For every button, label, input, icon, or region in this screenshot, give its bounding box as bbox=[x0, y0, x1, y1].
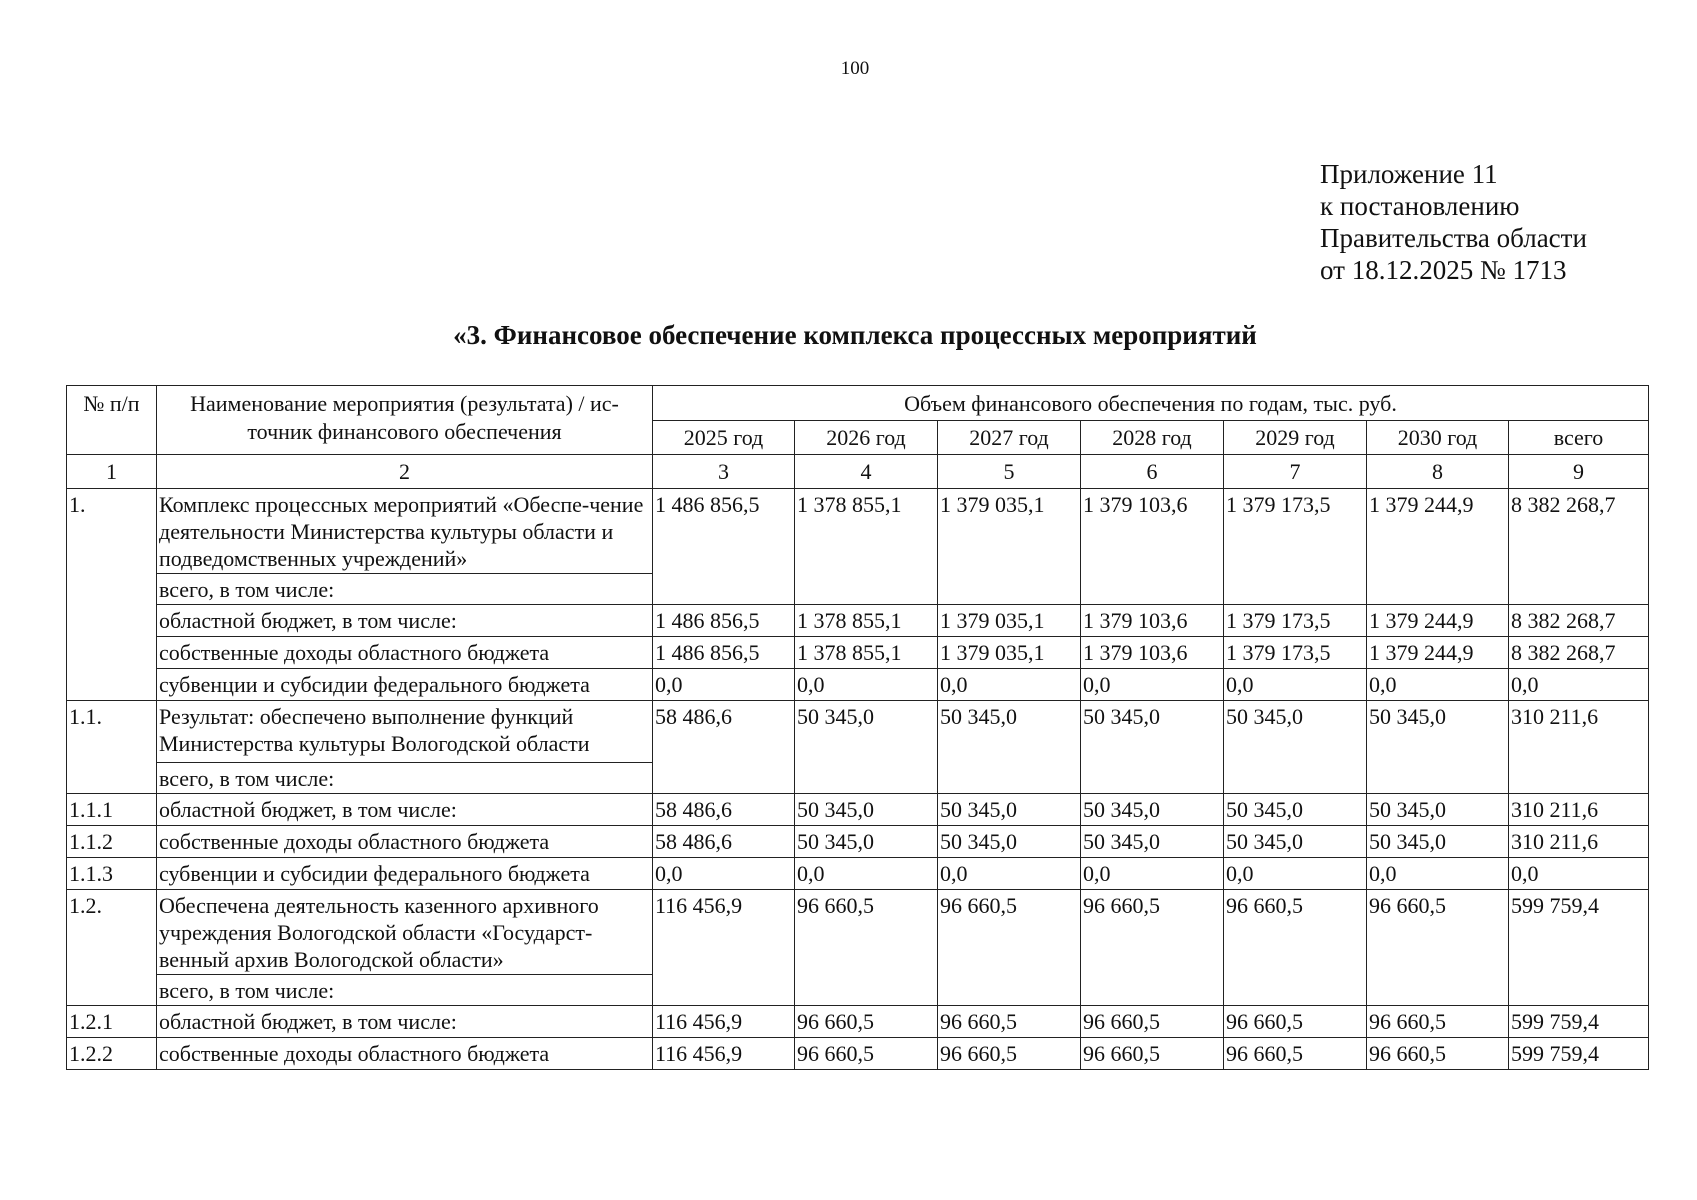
value-cell: 58 486,6 bbox=[653, 794, 795, 826]
row-label: областной бюджет, в том числе: bbox=[157, 605, 653, 637]
row-label: собственные доходы областного бюджета bbox=[157, 637, 653, 669]
value-cell: 96 660,5 bbox=[1224, 890, 1367, 1006]
table-row bbox=[67, 1006, 1649, 1038]
appendix-line: к постановлению bbox=[1320, 191, 1520, 221]
appendix-line: Приложение 11 bbox=[1320, 159, 1498, 189]
value-cell: 50 345,0 bbox=[795, 826, 938, 858]
column-number: 4 bbox=[795, 455, 938, 489]
value-cell: 0,0 bbox=[653, 858, 795, 890]
value-cell: 116 456,9 bbox=[653, 1006, 795, 1038]
row-number: 1.2.1 bbox=[67, 1006, 157, 1038]
value-cell: 599 759,4 bbox=[1509, 1038, 1649, 1070]
page-number: 100 bbox=[840, 58, 870, 79]
value-cell: 0,0 bbox=[653, 669, 795, 701]
value-cell: 1 379 244,9 bbox=[1367, 637, 1509, 669]
row-number: 1.1.3 bbox=[67, 858, 157, 890]
column-number: 7 bbox=[1224, 455, 1367, 489]
value-cell: 8 382 268,7 bbox=[1509, 605, 1649, 637]
appendix-line: от 18.12.2025 № 1713 bbox=[1320, 255, 1567, 285]
value-cell: 0,0 bbox=[1081, 858, 1224, 890]
value-cell: 0,0 bbox=[1367, 669, 1509, 701]
row-number: 1.2.2 bbox=[67, 1038, 157, 1070]
value-cell: 96 660,5 bbox=[1081, 1006, 1224, 1038]
value-cell: 50 345,0 bbox=[795, 701, 938, 794]
appendix-line: Правительства области bbox=[1320, 223, 1587, 253]
value-cell: 96 660,5 bbox=[1224, 1038, 1367, 1070]
row-number: 1.1.1 bbox=[67, 794, 157, 826]
total-label: всего, в том числе: bbox=[157, 763, 653, 794]
row-label: субвенции и субсидии федерального бюджета bbox=[157, 858, 653, 890]
value-cell: 310 211,6 bbox=[1509, 826, 1649, 858]
value-cell: 8 382 268,7 bbox=[1509, 489, 1649, 605]
header-year: 2027 год bbox=[938, 421, 1081, 455]
table-row bbox=[67, 637, 1649, 669]
header-year: 2029 год bbox=[1224, 421, 1367, 455]
value-cell: 116 456,9 bbox=[653, 1038, 795, 1070]
value-cell: 96 660,5 bbox=[938, 1006, 1081, 1038]
value-cell: 1 379 103,6 bbox=[1081, 637, 1224, 669]
value-cell: 50 345,0 bbox=[938, 794, 1081, 826]
value-cell: 96 660,5 bbox=[795, 1006, 938, 1038]
value-cell: 50 345,0 bbox=[1081, 794, 1224, 826]
group-title: Результат: обеспечено выполнение функций Министерства культуры Вологодской области bbox=[157, 701, 653, 763]
row-number: 1.2. bbox=[67, 890, 157, 1006]
header-year: 2028 год bbox=[1081, 421, 1224, 455]
row-label: собственные доходы областного бюджета bbox=[157, 826, 653, 858]
value-cell: 1 486 856,5 bbox=[653, 605, 795, 637]
header-volume: Объем финансового обеспечения по годам, тыс. руб. bbox=[653, 386, 1649, 421]
value-cell: 50 345,0 bbox=[1224, 701, 1367, 794]
group-title: Комплекс процессных мероприятий «Обеспе-чение деятельности Министерства культуры области и подведомственных учреждений» bbox=[157, 489, 653, 574]
value-cell: 50 345,0 bbox=[938, 826, 1081, 858]
header-name: Наименование мероприятия (результата) / ис-точник финансового обеспечения bbox=[157, 386, 653, 455]
value-cell: 96 660,5 bbox=[1367, 1006, 1509, 1038]
value-cell: 96 660,5 bbox=[1367, 1038, 1509, 1070]
value-cell: 96 660,5 bbox=[1224, 1006, 1367, 1038]
value-cell: 58 486,6 bbox=[653, 701, 795, 794]
value-cell: 1 379 173,5 bbox=[1224, 637, 1367, 669]
value-cell: 1 379 173,5 bbox=[1224, 605, 1367, 637]
row-label: субвенции и субсидии федерального бюджета bbox=[157, 669, 653, 701]
total-label: всего, в том числе: bbox=[157, 574, 653, 605]
table-row bbox=[67, 1038, 1649, 1070]
value-cell: 58 486,6 bbox=[653, 826, 795, 858]
document-title: «3. Финансовое обеспечение комплекса процессных мероприятий bbox=[453, 320, 1257, 350]
header-year: 2030 год bbox=[1367, 421, 1509, 455]
row-label: областной бюджет, в том числе: bbox=[157, 1006, 653, 1038]
value-cell: 0,0 bbox=[795, 858, 938, 890]
value-cell: 0,0 bbox=[1367, 858, 1509, 890]
value-cell: 1 379 244,9 bbox=[1367, 489, 1509, 605]
group-title-row bbox=[67, 890, 1649, 975]
value-cell: 50 345,0 bbox=[1081, 701, 1224, 794]
value-cell: 599 759,4 bbox=[1509, 890, 1649, 1006]
table-row bbox=[67, 669, 1649, 701]
row-label: областной бюджет, в том числе: bbox=[157, 794, 653, 826]
header-num: № п/п bbox=[67, 386, 157, 455]
value-cell: 1 379 244,9 bbox=[1367, 605, 1509, 637]
value-cell: 0,0 bbox=[938, 858, 1081, 890]
value-cell: 1 379 103,6 bbox=[1081, 489, 1224, 605]
value-cell: 96 660,5 bbox=[795, 890, 938, 1006]
value-cell: 50 345,0 bbox=[1224, 826, 1367, 858]
header-year: 2026 год bbox=[795, 421, 938, 455]
value-cell: 1 486 856,5 bbox=[653, 637, 795, 669]
column-number: 3 bbox=[653, 455, 795, 489]
value-cell: 1 379 173,5 bbox=[1224, 489, 1367, 605]
column-number: 5 bbox=[938, 455, 1081, 489]
value-cell: 0,0 bbox=[1224, 669, 1367, 701]
value-cell: 96 660,5 bbox=[1081, 1038, 1224, 1070]
appendix-block bbox=[1320, 158, 1587, 286]
group-title-row bbox=[67, 489, 1649, 574]
value-cell: 1 379 035,1 bbox=[938, 605, 1081, 637]
value-cell: 50 345,0 bbox=[938, 701, 1081, 794]
value-cell: 96 660,5 bbox=[1367, 890, 1509, 1006]
row-number: 1.1.2 bbox=[67, 826, 157, 858]
column-number: 2 bbox=[157, 455, 653, 489]
value-cell: 1 379 035,1 bbox=[938, 489, 1081, 605]
value-cell: 0,0 bbox=[938, 669, 1081, 701]
header-year: всего bbox=[1509, 421, 1649, 455]
value-cell: 96 660,5 bbox=[938, 1038, 1081, 1070]
table-row bbox=[67, 605, 1649, 637]
value-cell: 0,0 bbox=[1509, 858, 1649, 890]
column-number: 1 bbox=[67, 455, 157, 489]
value-cell: 1 379 103,6 bbox=[1081, 605, 1224, 637]
value-cell: 96 660,5 bbox=[795, 1038, 938, 1070]
value-cell: 50 345,0 bbox=[1367, 794, 1509, 826]
group-title: Обеспечена деятельность казенного архивного учреждения Вологодской области «Государст-венный архив Вологодской области» bbox=[157, 890, 653, 975]
value-cell: 1 486 856,5 bbox=[653, 489, 795, 605]
total-label: всего, в том числе: bbox=[157, 975, 653, 1006]
column-number: 8 bbox=[1367, 455, 1509, 489]
value-cell: 1 378 855,1 bbox=[795, 605, 938, 637]
value-cell: 0,0 bbox=[1081, 669, 1224, 701]
header-year: 2025 год bbox=[653, 421, 795, 455]
row-label: собственные доходы областного бюджета bbox=[157, 1038, 653, 1070]
value-cell: 0,0 bbox=[1224, 858, 1367, 890]
value-cell: 310 211,6 bbox=[1509, 794, 1649, 826]
value-cell: 50 345,0 bbox=[1367, 701, 1509, 794]
value-cell: 1 378 855,1 bbox=[795, 489, 938, 605]
value-cell: 116 456,9 bbox=[653, 890, 795, 1006]
row-number: 1. bbox=[67, 489, 157, 701]
value-cell: 1 378 855,1 bbox=[795, 637, 938, 669]
table-row bbox=[67, 826, 1649, 858]
value-cell: 1 379 035,1 bbox=[938, 637, 1081, 669]
value-cell: 0,0 bbox=[1509, 669, 1649, 701]
header-row bbox=[67, 386, 1649, 421]
value-cell: 96 660,5 bbox=[938, 890, 1081, 1006]
table-row bbox=[67, 858, 1649, 890]
column-numbers-row bbox=[67, 455, 1649, 489]
table-row bbox=[67, 794, 1649, 826]
value-cell: 0,0 bbox=[795, 669, 938, 701]
value-cell: 50 345,0 bbox=[1081, 826, 1224, 858]
row-number: 1.1. bbox=[67, 701, 157, 794]
value-cell: 8 382 268,7 bbox=[1509, 637, 1649, 669]
column-number: 6 bbox=[1081, 455, 1224, 489]
value-cell: 50 345,0 bbox=[795, 794, 938, 826]
column-number: 9 bbox=[1509, 455, 1649, 489]
value-cell: 96 660,5 bbox=[1081, 890, 1224, 1006]
value-cell: 599 759,4 bbox=[1509, 1006, 1649, 1038]
group-title-row bbox=[67, 701, 1649, 763]
value-cell: 50 345,0 bbox=[1224, 794, 1367, 826]
value-cell: 50 345,0 bbox=[1367, 826, 1509, 858]
table-body bbox=[67, 386, 1649, 1070]
financing-table bbox=[66, 385, 1649, 1070]
value-cell: 310 211,6 bbox=[1509, 701, 1649, 794]
